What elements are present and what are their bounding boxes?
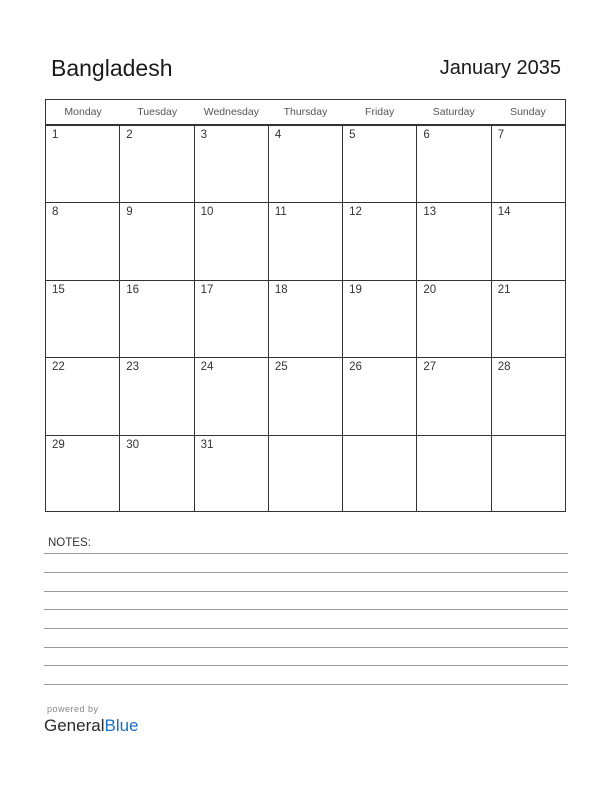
day-cell <box>491 126 565 202</box>
day-cell <box>268 203 342 279</box>
note-line <box>44 553 568 554</box>
day-number: 20 <box>423 283 437 296</box>
day-number: 13 <box>423 206 437 219</box>
day-number: 4 <box>274 129 282 141</box>
day-number: 19 <box>349 283 362 296</box>
weekday-tuesday: Tuesday <box>137 106 178 118</box>
week-row <box>46 357 565 434</box>
notes-label: NOTES: <box>48 537 91 549</box>
note-line <box>44 628 568 629</box>
weekday-friday: Friday <box>365 106 395 118</box>
day-cell <box>268 436 342 512</box>
day-number: 22 <box>52 361 65 374</box>
day-number: 5 <box>349 129 356 141</box>
brand-name-part1: General <box>44 716 105 735</box>
day-number: 15 <box>52 283 65 296</box>
day-cell <box>416 126 490 202</box>
day-number: 31 <box>200 438 214 451</box>
day-cell <box>119 358 193 434</box>
day-cell <box>194 203 268 279</box>
day-cell <box>119 126 193 202</box>
day-number: 18 <box>274 283 288 296</box>
day-number: 27 <box>423 361 437 374</box>
day-cell <box>491 281 565 357</box>
day-number: 14 <box>497 206 511 219</box>
day-cell <box>194 281 268 357</box>
note-line <box>44 647 568 648</box>
day-cell <box>194 358 268 434</box>
week-row <box>46 435 565 512</box>
day-number: 17 <box>200 283 214 296</box>
note-line <box>44 684 568 685</box>
day-cell <box>342 281 416 357</box>
day-cell <box>342 203 416 279</box>
day-cell <box>342 436 416 512</box>
powered-by-text: powered by <box>47 704 99 714</box>
weekday-sunday: Sunday <box>510 106 546 118</box>
day-cell <box>416 358 490 434</box>
day-cell <box>119 281 193 357</box>
day-cell <box>416 281 490 357</box>
day-cell <box>416 203 490 279</box>
day-cell <box>491 203 565 279</box>
note-line <box>44 665 568 666</box>
day-number: 3 <box>200 129 207 141</box>
weekday-thursday: Thursday <box>283 106 328 118</box>
weekday-monday: Monday <box>64 106 102 118</box>
day-number: 7 <box>497 129 505 141</box>
day-cell <box>119 203 193 279</box>
day-number: 10 <box>200 206 214 219</box>
day-cell <box>46 358 119 434</box>
day-number: 8 <box>52 206 59 219</box>
day-cell <box>491 436 565 512</box>
weekday-saturday: Saturday <box>432 106 475 118</box>
calendar-grid <box>45 99 566 512</box>
day-cell <box>119 436 193 512</box>
day-number: 26 <box>349 361 362 374</box>
country-title: Bangladesh <box>51 55 173 81</box>
day-cell <box>342 358 416 434</box>
day-number: 1 <box>52 129 59 141</box>
week-row <box>46 280 565 357</box>
day-cell <box>342 126 416 202</box>
day-cell <box>194 126 268 202</box>
month-title: January 2035 <box>439 57 561 79</box>
day-number: 16 <box>126 283 140 296</box>
day-cell <box>46 203 119 279</box>
day-number: 29 <box>52 438 65 451</box>
day-number: 2 <box>126 129 133 141</box>
weekday-header <box>46 100 565 125</box>
day-cell <box>416 436 490 512</box>
day-number: 9 <box>126 206 133 219</box>
day-cell <box>46 281 119 357</box>
note-line <box>44 591 568 592</box>
week-row <box>46 202 565 279</box>
day-number: 21 <box>497 283 511 296</box>
day-number: 24 <box>200 361 214 374</box>
brand-logo[interactable] <box>44 716 139 736</box>
day-cell <box>491 358 565 434</box>
day-cell <box>46 436 119 512</box>
note-line <box>44 572 568 573</box>
day-number: 12 <box>349 206 362 219</box>
day-number: 6 <box>423 129 430 141</box>
day-number: 11 <box>274 206 287 219</box>
day-cell <box>268 281 342 357</box>
day-number: 30 <box>126 438 140 451</box>
note-line <box>44 609 568 610</box>
day-number: 28 <box>497 361 511 374</box>
day-cell <box>194 436 268 512</box>
day-number: 23 <box>126 361 140 374</box>
day-number: 25 <box>274 361 288 374</box>
day-cell <box>46 126 119 202</box>
brand-name-part2: Blue <box>104 716 139 735</box>
day-cell <box>268 126 342 202</box>
week-row <box>46 125 565 202</box>
weekday-wednesday: Wednesday <box>203 106 259 118</box>
day-cell <box>268 358 342 434</box>
